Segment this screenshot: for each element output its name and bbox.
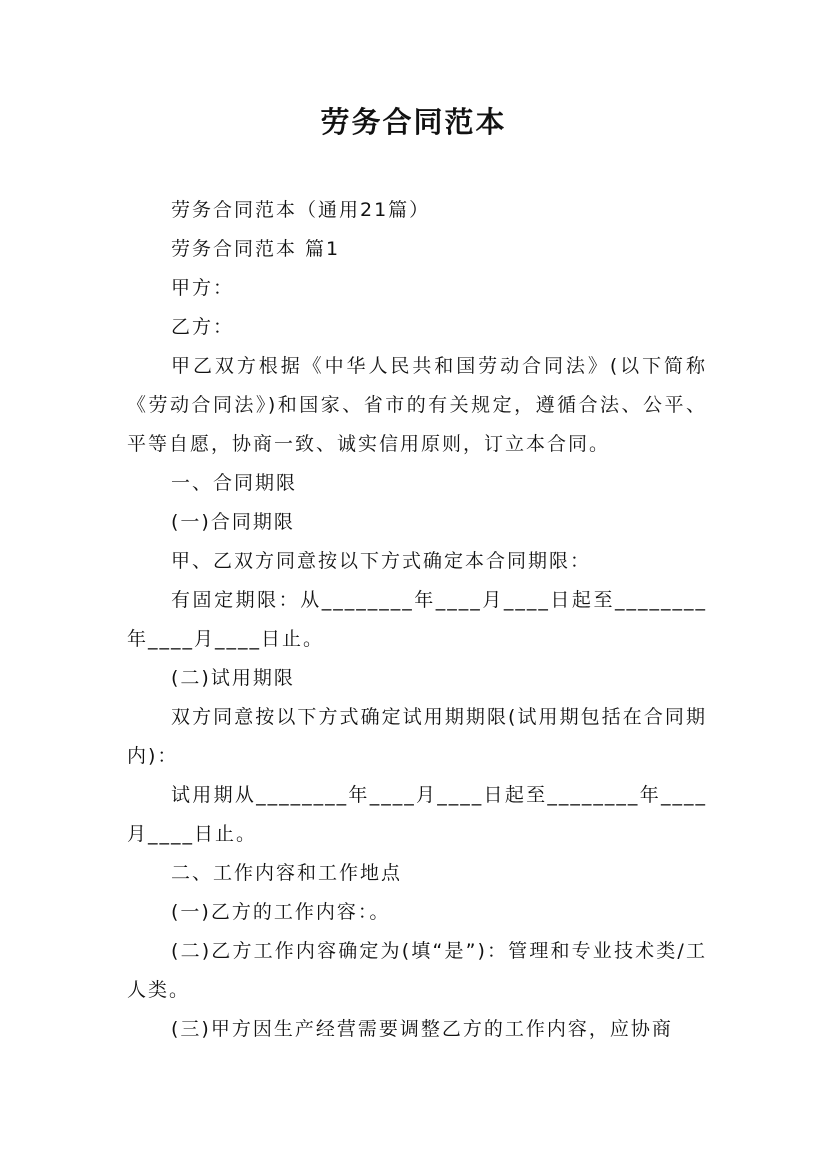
paragraph-heading-work: 二、工作内容和工作地点: [171, 862, 403, 884]
document-body: [127, 191, 707, 1049]
paragraph-fixed-term: 有固定期限：从________年____月____日起至________年____月____日止。: [127, 589, 707, 650]
paragraph-work-category: (二)乙方工作内容确定为(填“是”)：管理和专业技术类/工人类。: [127, 940, 707, 1001]
paragraph-probation-dates: 试用期从________年____月____日起至________年____月____日止。: [127, 784, 707, 845]
paragraph-work-content: (一)乙方的工作内容：。: [171, 901, 391, 923]
paragraph-subheading-probation: (二)试用期限: [171, 667, 295, 689]
paragraph-party-a: 甲方：: [171, 277, 235, 299]
paragraph-subheading-term: (一)合同期限: [171, 511, 295, 533]
paragraph-term-agreement: 甲、乙双方同意按以下方式确定本合同期限：: [171, 550, 592, 572]
paragraph-subtitle: 劳务合同范本（通用21篇）: [171, 199, 431, 221]
paragraph-section-heading: 劳务合同范本 篇1: [171, 238, 341, 260]
paragraph-work-adjustment: (三)甲方因生产经营需要调整乙方的工作内容，应协商: [171, 1018, 673, 1040]
paragraph-party-b: 乙方：: [171, 316, 235, 338]
paragraph-probation-agreement: 双方同意按以下方式确定试用期期限(试用期包括在合同期内)：: [127, 706, 707, 767]
paragraph-preamble: 甲乙双方根据《中华人民共和国劳动合同法》(以下简称《劳动合同法》)和国家、省市的有关规定，遵循合法、公平、平等自愿，协商一致、诚实信用原则，订立本合同。: [127, 355, 707, 455]
document-title: 劳务合同范本: [320, 105, 507, 139]
paragraph-heading-term: 一、合同期限: [171, 472, 298, 494]
